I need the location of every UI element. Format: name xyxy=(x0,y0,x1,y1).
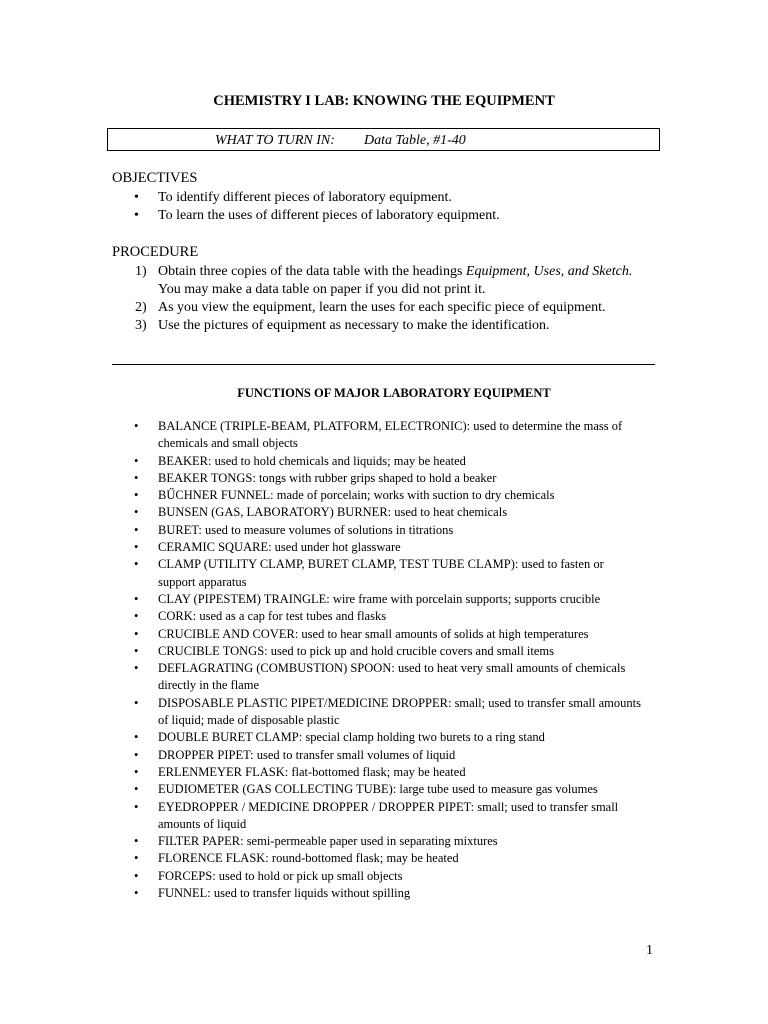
list-item xyxy=(134,695,644,730)
list-item xyxy=(134,522,644,539)
list-item xyxy=(134,781,644,798)
procedure-list xyxy=(135,263,655,335)
bullet-icon: • xyxy=(134,661,139,676)
list-item-text: FILTER PAPER: semi-permeable paper used in separating mixtures xyxy=(158,834,498,849)
bullet-icon: • xyxy=(134,782,139,797)
bullet-icon: • xyxy=(134,626,139,641)
bullet-icon: • xyxy=(134,557,139,572)
list-item-text: CRUCIBLE TONGS: used to pick up and hold crucible covers and small items xyxy=(158,643,555,658)
page-number: 1 xyxy=(646,943,653,958)
list-item-text: DROPPER PIPET: used to transfer small volumes of liquid xyxy=(158,747,456,762)
objective-text: To identify different pieces of laboratory equipment. xyxy=(158,190,452,205)
list-item xyxy=(134,626,644,643)
bullet-icon: • xyxy=(134,868,139,883)
bullet-icon: • xyxy=(134,764,139,779)
bullet-icon: • xyxy=(134,799,139,814)
list-item xyxy=(134,539,644,556)
bullet-icon: • xyxy=(134,730,139,745)
list-item xyxy=(134,591,644,608)
list-item-text: DOUBLE BURET CLAMP: special clamp holding two burets to a ring stand xyxy=(158,730,545,745)
list-item-text: BŰCHNER FUNNEL: made of porcelain; works with suction to dry chemicals xyxy=(158,488,555,503)
functions-heading: FUNCTIONS OF MAJOR LABORATORY EQUIPMENT xyxy=(237,386,551,400)
bullet-icon: • xyxy=(134,591,139,606)
bullet-icon: • xyxy=(134,453,139,468)
list-item xyxy=(134,868,644,885)
list-item-text: BEAKER TONGS: tongs with rubber grips shaped to hold a beaker xyxy=(158,470,497,485)
list-item xyxy=(134,556,644,591)
page-title: CHEMISTRY I LAB: KNOWING THE EQUIPMENT xyxy=(213,93,555,109)
bullet-icon: • xyxy=(134,834,139,849)
bullet-icon: • xyxy=(134,851,139,866)
objectives-list xyxy=(134,189,674,225)
list-item-text: FLORENCE FLASK: round-bottomed flask; may be heated xyxy=(158,851,459,866)
bullet-icon: • xyxy=(134,488,139,503)
step-text: As you view the equipment, learn the uses for each specific piece of equipment. xyxy=(158,300,606,315)
list-item-text: FUNNEL: used to transfer liquids without spilling xyxy=(158,886,411,901)
list-item-text: DISPOSABLE PLASTIC PIPET/MEDICINE DROPPER: small; used to transfer small amounts of liquid; made of disposable plastic xyxy=(158,695,641,728)
list-item xyxy=(134,660,644,695)
step-text: Use the pictures of equipment as necessary to make the identification. xyxy=(158,318,550,333)
bullet-icon: • xyxy=(134,540,139,555)
list-item-text: CORK: used as a cap for test tubes and flasks xyxy=(158,609,387,624)
bullet-icon: • xyxy=(134,208,139,223)
step-text: You may make a data table on paper if you did not print it. xyxy=(158,282,486,297)
list-item-text: CERAMIC SQUARE: used under hot glassware xyxy=(158,540,401,555)
list-item-text: CRUCIBLE AND COVER: used to hear small amounts of solids at high temperatures xyxy=(158,626,589,641)
procedure-step xyxy=(135,317,655,335)
bullet-icon: • xyxy=(134,470,139,485)
list-item-text: EYEDROPPER / MEDICINE DROPPER / DROPPER PIPET: small; used to transfer small amounts of liquid xyxy=(158,799,619,831)
turn-in-box xyxy=(107,128,660,151)
list-item xyxy=(134,418,644,453)
objective-text: To learn the uses of different pieces of laboratory equipment. xyxy=(158,208,500,223)
list-item xyxy=(134,747,644,764)
list-item xyxy=(134,729,644,746)
bullet-icon: • xyxy=(134,522,139,537)
list-item xyxy=(134,764,644,781)
step-number: 2) xyxy=(135,300,147,315)
list-item xyxy=(134,643,644,660)
bullet-icon: • xyxy=(134,695,139,710)
list-item-text: EUDIOMETER (GAS COLLECTING TUBE): large tube used to measure gas volumes xyxy=(158,782,598,797)
objective-item xyxy=(134,207,674,225)
list-item-text: DEFLAGRATING (COMBUSTION) SPOON: used to heat very small amounts of chemicals directly in the flame xyxy=(158,661,626,693)
bullet-icon: • xyxy=(134,609,139,624)
bullet-icon: • xyxy=(134,190,139,205)
procedure-step xyxy=(135,263,655,299)
list-item xyxy=(134,453,644,470)
bullet-icon: • xyxy=(134,643,139,658)
list-item xyxy=(134,799,644,834)
list-item-text: BEAKER: used to hold chemicals and liquids; may be heated xyxy=(158,453,466,468)
list-item-text: FORCEPS: used to hold or pick up small objects xyxy=(158,868,403,883)
step-number: 1) xyxy=(135,264,147,279)
bullet-icon: • xyxy=(134,886,139,901)
list-item xyxy=(134,487,644,504)
list-item-text: BURET: used to measure volumes of solutions in titrations xyxy=(158,522,454,537)
horizontal-rule xyxy=(112,364,655,365)
list-item xyxy=(134,470,644,487)
bullet-icon: • xyxy=(134,747,139,762)
list-item-text: CLAMP (UTILITY CLAMP, BURET CLAMP, TEST TUBE CLAMP): used to fasten or support apparatus xyxy=(158,557,604,589)
list-item-text: CLAY (PIPESTEM) TRAINGLE: wire frame with porcelain supports; supports crucible xyxy=(158,591,601,606)
step-number: 3) xyxy=(135,318,147,333)
step-text: Obtain three copies of the data table with the headings xyxy=(158,264,466,279)
list-item xyxy=(134,850,644,867)
functions-list xyxy=(134,418,644,902)
procedure-heading: PROCEDURE xyxy=(112,244,199,260)
turn-in-label: WHAT TO TURN IN: xyxy=(215,133,335,148)
list-item-text: BALANCE (TRIPLE-BEAM, PLATFORM, ELECTRONIC): used to determine the mass of chemicals and small objects xyxy=(158,419,623,451)
objectives-heading: OBJECTIVES xyxy=(112,170,198,186)
list-item xyxy=(134,885,644,902)
list-item xyxy=(134,504,644,521)
turn-in-value: Data Table, #1-40 xyxy=(364,133,466,148)
list-item-text: BUNSEN (GAS, LABORATORY) BURNER: used to heat chemicals xyxy=(158,505,508,520)
list-item xyxy=(134,833,644,850)
list-item-text: ERLENMEYER FLASK: flat-bottomed flask; may be heated xyxy=(158,764,466,779)
objective-item xyxy=(134,189,674,207)
bullet-icon: • xyxy=(134,505,139,520)
bullet-icon: • xyxy=(134,419,139,433)
step-emphasis: Equipment, Uses, and Sketch. xyxy=(465,264,633,279)
procedure-step xyxy=(135,299,655,317)
list-item xyxy=(134,608,644,625)
